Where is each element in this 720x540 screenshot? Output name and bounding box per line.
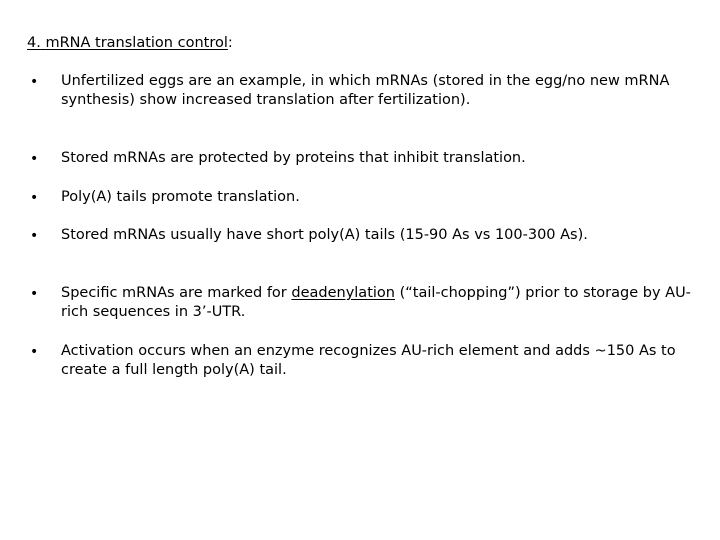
bullet-marker: • (30, 228, 39, 244)
bullet-text: Stored mRNAs usually have short poly(A) tails (15-90 As vs 100-300 As). (61, 227, 588, 243)
bullet-marker: • (30, 286, 39, 302)
bullet-text-after: (“tail-chopping”) prior to storage by AU-rich sequences in 3’-UTR. (61, 285, 691, 320)
bullet-text (61, 284, 691, 322)
bullet-marker: • (30, 74, 39, 90)
deadenylation-term: deadenylation (291, 285, 395, 301)
bullet-text: Stored mRNAs are protected by proteins that inhibit translation. (61, 150, 526, 166)
heading-number: 4. (27, 35, 41, 51)
bullet-text-before: Specific mRNAs are marked for (61, 285, 292, 301)
bullet-marker: • (30, 151, 39, 167)
bullet-text: Unfertilized eggs are an example, in which mRNAs (stored in the egg/no new mRNA synthesis) show increased translation after fertilization). (61, 73, 670, 108)
bullet-marker: • (30, 344, 39, 360)
heading-title: mRNA translation control (45, 35, 228, 51)
bullet-text: Poly(A) tails promote translation. (61, 189, 300, 205)
bullet-marker: • (30, 190, 39, 206)
heading-colon: : (227, 35, 233, 51)
bullet-text: Activation occurs when an enzyme recognizes AU-rich element and adds ~150 As to create a full length poly(A) tail. (61, 343, 676, 378)
